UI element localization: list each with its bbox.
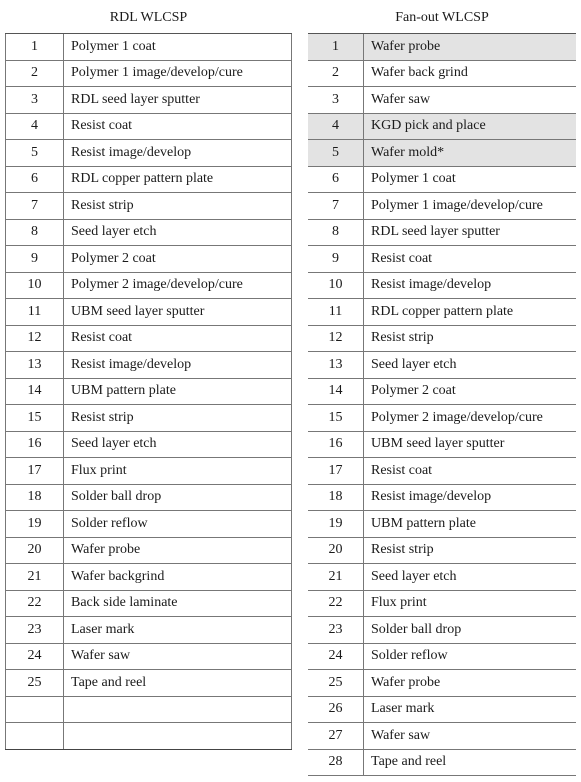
step-number: 8 [6,219,64,246]
step-label: Resist coat [64,325,292,352]
step-number: 8 [308,219,364,246]
step-number: 13 [308,352,364,379]
step-label: Wafer backgrind [64,564,292,591]
table-row [308,670,576,697]
empty-cell [64,696,292,723]
step-number: 19 [6,511,64,538]
step-number: 1 [308,34,364,60]
step-label: Tape and reel [64,670,292,697]
step-label: Resist coat [364,458,577,485]
table-row [308,511,576,538]
step-number: 22 [308,590,364,617]
step-label: Resist strip [364,537,577,564]
step-number: 6 [6,166,64,193]
step-label: Laser mark [364,696,577,723]
step-number: 10 [308,272,364,299]
step-label: Seed layer etch [64,219,292,246]
step-label: Resist coat [364,246,577,273]
step-label: Resist image/develop [364,484,577,511]
table-row [6,590,292,617]
table-row [308,378,576,405]
empty-cell [64,723,292,750]
step-number: 4 [308,113,364,140]
table-row [6,193,292,220]
step-label: Wafer back grind [364,60,577,87]
table-row [308,537,576,564]
step-number: 11 [308,299,364,326]
table-row [308,617,576,644]
step-number: 23 [6,617,64,644]
table-row [6,617,292,644]
step-label: Seed layer etch [364,564,577,591]
table-row [6,219,292,246]
step-number: 3 [6,87,64,114]
table-row [6,60,292,87]
step-label: Solder ball drop [364,617,577,644]
step-label: Resist image/develop [364,272,577,299]
step-label: Polymer 1 image/develop/cure [64,60,292,87]
step-number: 27 [308,723,364,750]
step-label: Polymer 2 image/develop/cure [364,405,577,432]
table-row [308,246,576,273]
step-number: 18 [308,484,364,511]
step-label: UBM seed layer sputter [364,431,577,458]
step-label: Wafer saw [364,87,577,114]
rdl-wlcsp-title: RDL WLCSP [5,0,292,34]
rdl-wlcsp-table-body [6,34,292,749]
table-row [308,60,576,87]
step-label: Polymer 2 coat [364,378,577,405]
step-number: 2 [308,60,364,87]
step-label: Wafer probe [364,34,577,60]
table-row [308,431,576,458]
step-number: 12 [308,325,364,352]
step-number: 18 [6,484,64,511]
table-row [308,405,576,432]
step-label: Flux print [64,458,292,485]
rdl-wlcsp-table [5,34,292,750]
step-label: Resist image/develop [64,352,292,379]
step-label: Laser mark [64,617,292,644]
step-number: 5 [6,140,64,167]
table-row [308,696,576,723]
table-row [308,87,576,114]
step-number: 7 [308,193,364,220]
step-number: 6 [308,166,364,193]
rdl-wlcsp-column [5,0,292,750]
step-number: 28 [308,749,364,776]
table-row [6,670,292,697]
table-row [6,87,292,114]
step-number: 7 [6,193,64,220]
table-row [6,166,292,193]
table-row [308,34,576,60]
step-number: 20 [6,537,64,564]
step-label: Polymer 1 coat [364,166,577,193]
step-label: RDL copper pattern plate [364,299,577,326]
table-row [6,458,292,485]
table-row [308,325,576,352]
step-label: Wafer saw [64,643,292,670]
table-row [308,299,576,326]
table-row [308,113,576,140]
empty-cell [6,723,64,750]
step-label: Polymer 1 coat [64,34,292,60]
step-number: 21 [6,564,64,591]
fanout-wlcsp-title: Fan-out WLCSP [308,0,576,34]
table-row [308,590,576,617]
step-number: 14 [6,378,64,405]
empty-cell [6,696,64,723]
step-label: KGD pick and place [364,113,577,140]
step-label: Flux print [364,590,577,617]
empty-row [6,696,292,723]
step-number: 15 [6,405,64,432]
table-row [6,352,292,379]
step-number: 22 [6,590,64,617]
table-row [6,537,292,564]
step-number: 20 [308,537,364,564]
step-number: 16 [308,431,364,458]
step-label: Polymer 1 image/develop/cure [364,193,577,220]
table-row [308,140,576,167]
step-label: Back side laminate [64,590,292,617]
table-row [6,484,292,511]
table-row [6,564,292,591]
step-label: Resist strip [364,325,577,352]
step-label: Solder reflow [64,511,292,538]
step-label: Wafer probe [64,537,292,564]
table-row [308,166,576,193]
step-label: Wafer mold* [364,140,577,167]
step-number: 16 [6,431,64,458]
step-number: 9 [308,246,364,273]
step-label: UBM pattern plate [364,511,577,538]
table-row [308,643,576,670]
step-label: Solder ball drop [64,484,292,511]
table-row [308,749,576,776]
fanout-wlcsp-table [308,34,576,776]
empty-row [6,723,292,750]
table-row [308,564,576,591]
table-row [6,431,292,458]
step-number: 15 [308,405,364,432]
table-row [308,352,576,379]
step-label: UBM seed layer sputter [64,299,292,326]
step-number: 25 [6,670,64,697]
step-label: RDL seed layer sputter [64,87,292,114]
step-label: RDL copper pattern plate [64,166,292,193]
fanout-wlcsp-table-body [308,34,576,776]
step-label: Wafer probe [364,670,577,697]
step-number: 21 [308,564,364,591]
table-row [6,272,292,299]
step-label: Resist strip [64,193,292,220]
step-label: Resist image/develop [64,140,292,167]
step-number: 24 [6,643,64,670]
table-row [6,511,292,538]
step-number: 17 [6,458,64,485]
step-label: Wafer saw [364,723,577,750]
table-row [6,34,292,60]
step-number: 10 [6,272,64,299]
step-number: 19 [308,511,364,538]
fanout-wlcsp-column [308,0,576,776]
step-label: Solder reflow [364,643,577,670]
table-row [6,643,292,670]
table-row [6,113,292,140]
step-number: 17 [308,458,364,485]
table-row [308,193,576,220]
step-number: 9 [6,246,64,273]
step-label: Seed layer etch [364,352,577,379]
step-number: 2 [6,60,64,87]
step-number: 11 [6,299,64,326]
table-row [308,484,576,511]
table-row [6,140,292,167]
step-number: 25 [308,670,364,697]
step-label: Tape and reel [364,749,577,776]
table-row [6,246,292,273]
step-number: 4 [6,113,64,140]
step-number: 14 [308,378,364,405]
step-label: Resist strip [64,405,292,432]
step-label: Seed layer etch [64,431,292,458]
table-row [308,219,576,246]
step-label: Resist coat [64,113,292,140]
step-number: 23 [308,617,364,644]
step-number: 26 [308,696,364,723]
table-row [308,272,576,299]
step-number: 13 [6,352,64,379]
step-label: Polymer 2 coat [64,246,292,273]
table-row [6,378,292,405]
step-label: Polymer 2 image/develop/cure [64,272,292,299]
step-number: 5 [308,140,364,167]
table-row [308,458,576,485]
step-label: RDL seed layer sputter [364,219,577,246]
step-number: 3 [308,87,364,114]
table-row [6,299,292,326]
step-number: 24 [308,643,364,670]
table-row [308,723,576,750]
step-label: UBM pattern plate [64,378,292,405]
table-row [6,405,292,432]
table-row [6,325,292,352]
step-number: 1 [6,34,64,60]
step-number: 12 [6,325,64,352]
